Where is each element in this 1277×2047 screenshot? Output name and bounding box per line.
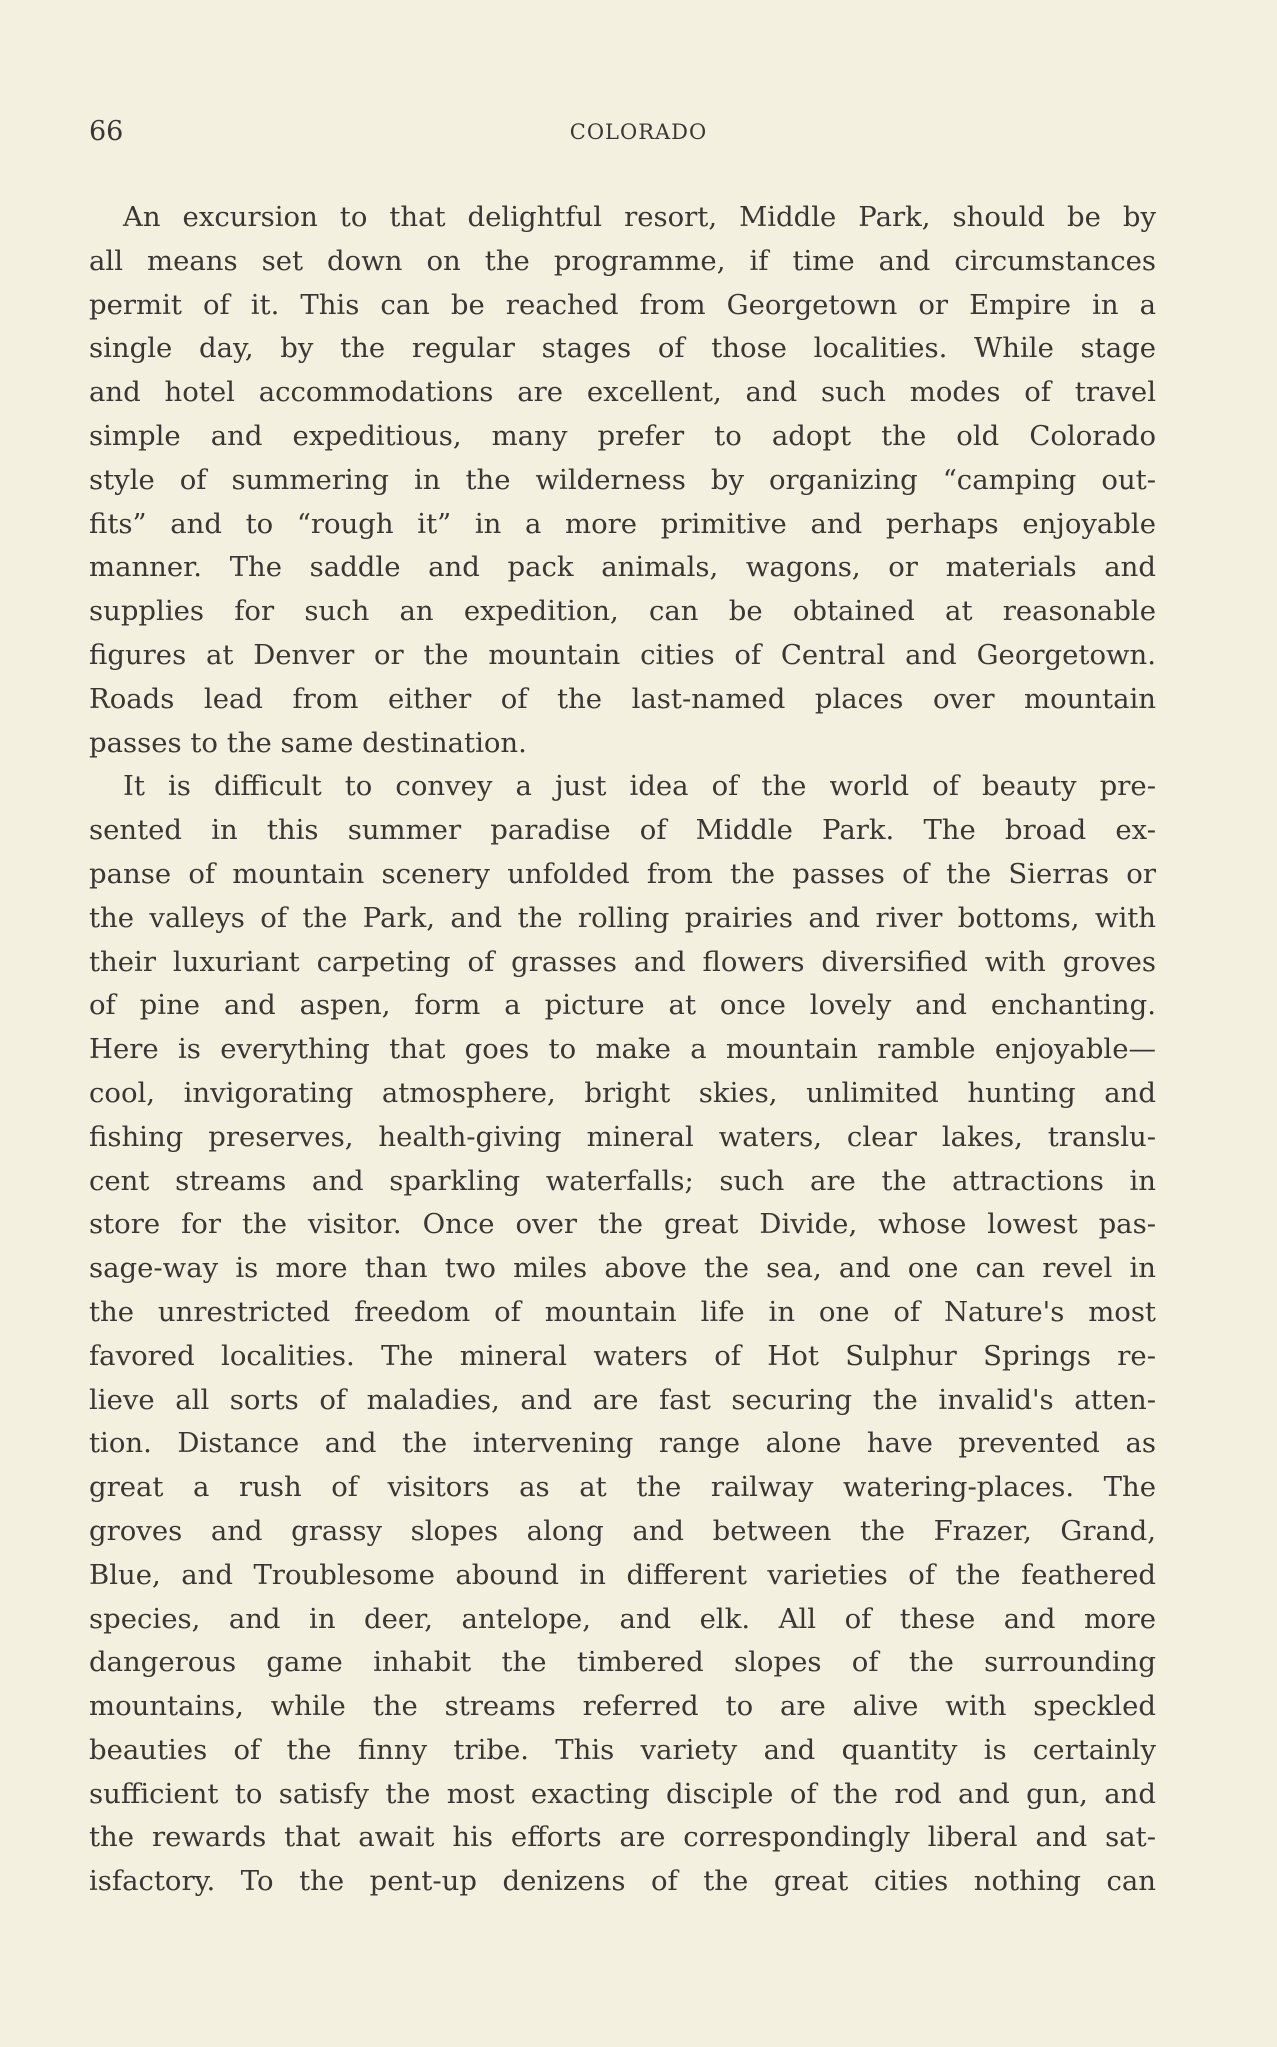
text-line: Blue, and Troublesome abound in different varieties of the feathered	[89, 1558, 1156, 1591]
text-line: sufficient to satisfy the most exacting disciple of the rod and gun, and	[89, 1777, 1156, 1810]
text-line: Roads lead from either of the last-named places over mountain	[89, 682, 1156, 715]
text-line: dangerous game inhabit the timbered slopes of the surrounding	[89, 1646, 1156, 1679]
text-line: figures at Denver or the mountain cities of Central and Georgetown.	[89, 638, 1156, 671]
text-line: An excursion to that delightful resort, Middle Park, should be by	[123, 201, 1156, 233]
paragraph	[89, 196, 1156, 765]
text-line: panse of mountain scenery unfolded from the passes of the Sierras or	[89, 857, 1156, 890]
text-line: groves and grassy slopes along and between the Frazer, Grand,	[89, 1514, 1156, 1547]
text-line: great a rush of visitors as at the railway watering-places. The	[89, 1471, 1156, 1504]
text-line: store for the visitor. Once over the great Divide, whose lowest pas-	[89, 1208, 1156, 1241]
text-line: fishing preserves, health-giving mineral waters, clear lakes, translu-	[89, 1120, 1156, 1153]
text-line: the valleys of the Park, and the rolling prairies and river bottoms, with	[89, 901, 1156, 934]
text-line: cool, invigorating atmosphere, bright skies, unlimited hunting and	[89, 1076, 1156, 1109]
running-title: COLORADO	[569, 120, 708, 144]
text-line: passes to the same destination.	[89, 726, 527, 759]
page-number: 66	[89, 116, 124, 147]
text-line: favored localities. The mineral waters of Hot Sulphur Springs re-	[89, 1339, 1156, 1372]
text-line: mountains, while the streams referred to are alive with speckled	[89, 1690, 1156, 1723]
paragraph	[89, 765, 1156, 1904]
text-line: all means set down on the programme, if time and circumstances	[89, 244, 1156, 277]
text-line: sage-way is more than two miles above the sea, and one can revel in	[89, 1252, 1156, 1285]
text-line: manner. The saddle and pack animals, wagons, or materials and	[89, 551, 1156, 584]
text-line: Here is everything that goes to make a mountain ramble enjoyable—	[89, 1033, 1156, 1066]
body-text	[89, 196, 1156, 1904]
text-line: supplies for such an expedition, can be obtained at reasonable	[89, 595, 1156, 628]
text-line: of pine and aspen, form a picture at once lovely and enchanting.	[89, 989, 1156, 1022]
text-line: beauties of the finny tribe. This variety and quantity is certainly	[89, 1733, 1156, 1766]
text-line: fits” and to “rough it” in a more primitive and perhaps enjoyable	[89, 507, 1156, 540]
text-line: single day, by the regular stages of those localities. While stage	[89, 332, 1156, 365]
text-line: cent streams and sparkling waterfalls; such are the attractions in	[89, 1164, 1156, 1197]
text-line: tion. Distance and the intervening range alone have prevented as	[89, 1427, 1156, 1460]
text-line: the unrestricted freedom of mountain life in one of Nature's most	[89, 1295, 1156, 1328]
text-line: species, and in deer, antelope, and elk. All of these and more	[89, 1602, 1156, 1635]
text-line: the rewards that await his efforts are correspondingly liberal and sat-	[89, 1821, 1156, 1854]
text-line: style of summering in the wilderness by organizing “camping out-	[89, 463, 1156, 496]
text-line: sented in this summer paradise of Middle Park. The broad ex-	[89, 814, 1156, 847]
text-line: permit of it. This can be reached from Georgetown or Empire in a	[89, 288, 1156, 321]
text-line: It is difficult to convey a just idea of the world of beauty pre-	[123, 770, 1156, 803]
text-line: isfactory. To the pent-up denizens of the great cities nothing can	[89, 1865, 1156, 1898]
text-line: their luxuriant carpeting of grasses and flowers diversified with groves	[89, 945, 1156, 978]
text-line: lieve all sorts of maladies, and are fast securing the invalid's atten-	[89, 1383, 1156, 1416]
text-line: and hotel accommodations are excellent, and such modes of travel	[89, 376, 1156, 409]
text-line: simple and expeditious, many prefer to adopt the old Colorado	[89, 419, 1156, 452]
